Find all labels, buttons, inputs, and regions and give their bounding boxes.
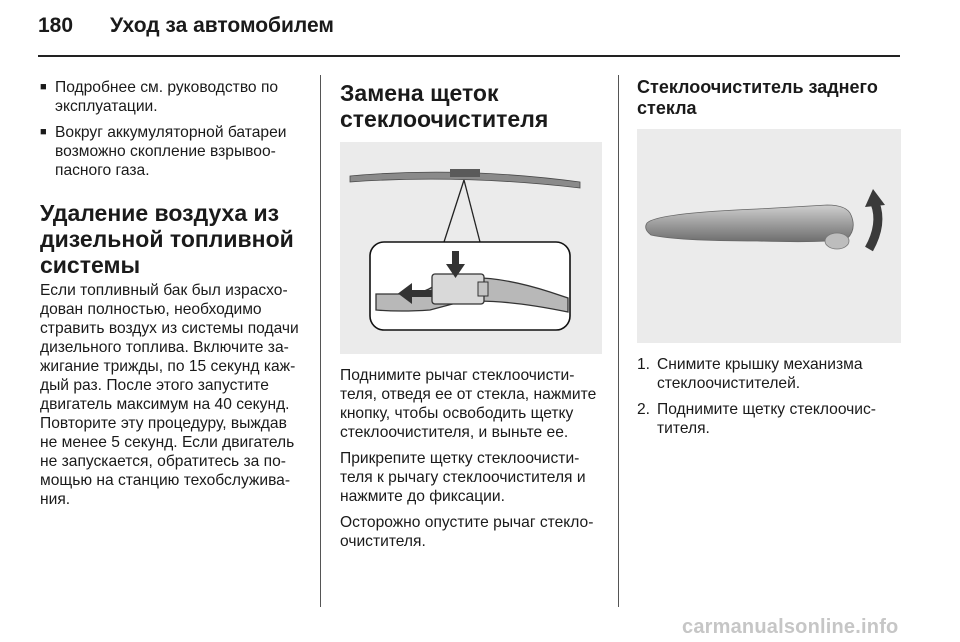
page-title: Уход за автомобилем [110, 14, 334, 37]
list-item: 2. Поднимите щетку стеклоочис- тителя. [637, 401, 876, 437]
bullet-text-line: Вокруг аккумуляторной батареи [55, 124, 287, 141]
column-3 [637, 68, 901, 438]
rear-wiper-illustration [637, 129, 901, 343]
paragraph: Осторожно опустите рычаг стекло- очистителя. [340, 514, 594, 550]
bullet-square-icon: ■ [40, 81, 47, 93]
page-number: 180 [38, 14, 74, 37]
wiper-replace-paragraphs [340, 366, 602, 551]
bullet-text-line: пасного газа. [55, 162, 150, 179]
bullet-text-line: возможно скопление взрывоо- [55, 143, 276, 160]
bullet-text-line: эксплуатации. [55, 98, 158, 115]
bullet-text-line: Подробнее см. руководство по [55, 79, 279, 96]
rear-wiper-drawing [637, 129, 901, 343]
column-2 [340, 68, 602, 551]
column-1 [40, 68, 308, 509]
diesel-bleed-paragraph: Если топливный бак был израсхо- дован полностью, необходимо стравить воздух из системы подачи дизельного топлива. Включите за- жигание трижды, по 15 секунд каж- дый раз. После этого запустите двигатель максимум на 40 секунд. Повторите эту процедуру, выждав не менее 5 секунд. Если двигатель не запускается, обратитесь за по- мощью на станцию техобслужива- ния. [40, 282, 299, 508]
section-heading-wiper-replace: Замена щеток стеклоочистителя [340, 80, 549, 132]
list-item: 1. Снимите крышку механизма стеклоочистителей. [637, 356, 863, 392]
section-heading-diesel: Удаление воздуха из дизельной топливной системы [40, 200, 294, 278]
header-rule [38, 55, 900, 57]
paragraph: Прикрепите щетку стеклоочисти- теля к рычагу стеклоочистителя и нажмите до фиксации. [340, 450, 586, 505]
page-header [38, 14, 334, 38]
watermark: carmanualsonline.info [682, 616, 899, 638]
paragraph: Поднимите рычаг стеклоочисти- теля, отведя ее от стекла, нажмите кнопку, чтобы освободить щетку стеклоочистителя, и выньте ее. [340, 367, 597, 441]
bullet-square-icon: ■ [40, 126, 47, 138]
rear-wiper-steps [637, 355, 901, 438]
wiper-blade-drawing [340, 142, 602, 354]
column-divider-2 [618, 75, 619, 607]
bullet-item [40, 123, 308, 180]
wiper-blade-illustration [340, 142, 602, 354]
section-heading-rear-wiper: Стеклоочиститель заднего стекла [637, 77, 878, 118]
column-divider-1 [320, 75, 321, 607]
bullet-item [40, 78, 308, 116]
